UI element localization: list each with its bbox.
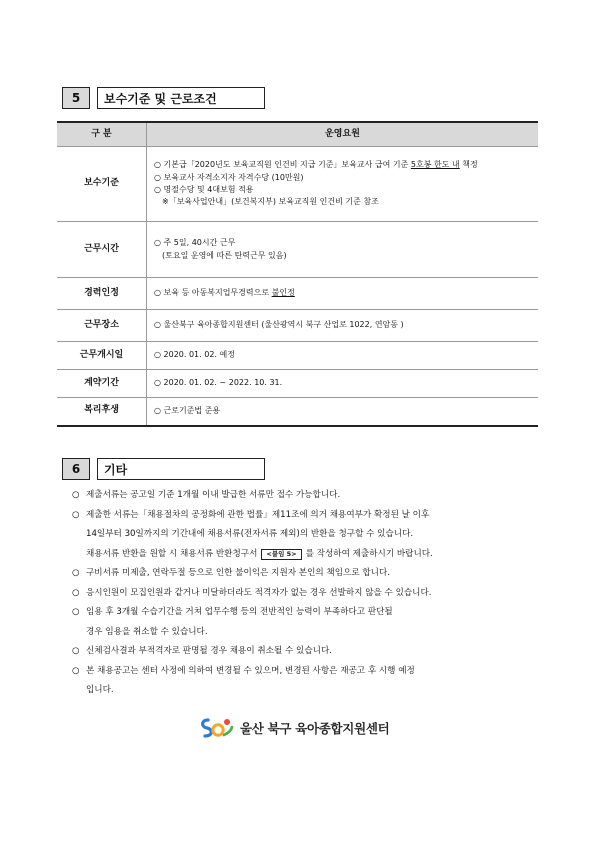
item-text: 본 채용공고는 센터 사정에 의하여 변경될 수 있으며, 변경된 사항은 재공고 후 시행 예정 — [86, 665, 415, 676]
section-6-header — [62, 458, 265, 480]
row-content — [147, 398, 539, 426]
list-item — [72, 584, 542, 604]
item-text: 를 작성하여 제출하시기 바랍니다. — [305, 548, 433, 559]
row-content — [147, 370, 539, 398]
item-text: 임용 후 3개월 수습기간을 거쳐 업무수행 등의 전반적인 능력이 부족하다고 판단될 — [86, 607, 393, 617]
attachment-tag: <붙임 5> — [261, 549, 301, 560]
row-line: ○ 보육 등 아동복지업무경력으로 불인정 — [154, 288, 295, 298]
section-5-header — [62, 87, 265, 109]
list-item-continuation: 14일부터 30일까지의 기간내에 채용서류(전자서류 제외)의 반환을 청구할 수 있습니다. — [86, 529, 414, 539]
bullet: ○ — [72, 646, 80, 656]
row-line: ○ 2020. 01. 02. 예정 — [154, 350, 235, 360]
row-line: ※「보육사업안내」(보건복지부) 보육교직원 인건비 기준 참조 — [162, 197, 379, 207]
row-label: 계약기간 — [57, 370, 147, 398]
row-line: ○ 근로기준법 준용 — [154, 406, 221, 416]
section-5-number: 5 — [62, 87, 90, 109]
item-text: 구비서류 미제출, 연락두절 등으로 인한 불이익은 지원자 본인의 책임으로 합니다. — [86, 568, 391, 578]
row-line: ○ 주 5일, 40시간 근무 — [154, 238, 236, 248]
row-line: ○ 명절수당 및 4대보험 적용 — [154, 185, 254, 194]
section-5-title: 보수기준 및 근로조건 — [97, 87, 265, 109]
list-item — [72, 506, 542, 526]
underlined-text: 5호봉 한도 내 — [410, 160, 460, 170]
row-label: 복리후생 — [57, 398, 147, 426]
item-text: 제출서류는 공고일 기준 1개월 이내 발급한 서류만 접수 가능합니다. — [86, 490, 341, 500]
table-row — [57, 222, 538, 278]
row-label: 근무개시일 — [57, 342, 147, 370]
table-row — [57, 278, 538, 310]
table-row — [57, 147, 538, 222]
item-text: 채용서류 반환을 원할 시 채용서류 반환청구서 — [86, 548, 258, 559]
conditions-table — [57, 121, 538, 427]
header-category: 구 분 — [57, 122, 147, 147]
bullet: ○ — [72, 587, 80, 598]
bullet: ○ — [72, 607, 80, 617]
table-row — [57, 370, 538, 398]
list-item — [72, 486, 542, 506]
bullet: ○ — [72, 490, 80, 500]
row-content — [147, 147, 539, 222]
row-content — [147, 278, 539, 310]
logo-dot-red — [224, 719, 230, 725]
center-logo-text: 울산 북구 육아종합지원센터 — [240, 721, 390, 736]
bullet: ○ — [72, 509, 80, 520]
logo-swirl-s — [203, 720, 212, 736]
row-label: 경력인정 — [57, 278, 147, 310]
row-line: (토요일 운영에 따른 탄력근무 있음) — [162, 250, 287, 260]
section-6-number: 6 — [62, 458, 90, 480]
row-label: 보수기준 — [57, 147, 147, 222]
table-row — [57, 398, 538, 426]
list-item-continuation: 경우 임용을 취소할 수 있습니다. — [86, 626, 208, 637]
table-row — [57, 342, 538, 370]
bullet: ○ — [72, 665, 80, 676]
bullet: ○ — [72, 568, 80, 578]
row-line: ○ 기본급「2020년도 보육교직원 인건비 지급 기준」보육교사 급여 기준 5호봉 한도 내 책정 — [154, 160, 478, 170]
row-line: ○ 울산북구 육아종합지원센터 (울산광역시 북구 산업로 1022, 연암동 ) — [154, 320, 404, 330]
list-item — [72, 564, 542, 584]
underlined-text: 불인정 — [271, 288, 295, 298]
item-text: 제출한 서류는「채용절차의 공정화에 관한 법률」제11조에 의거 채용여부가 확정된 날 이후 — [86, 509, 430, 520]
section-6-title: 기타 — [97, 458, 265, 480]
row-content — [147, 222, 539, 278]
list-item-continuation — [72, 545, 542, 565]
row-line: ○ 2020. 01. 02. ~ 2022. 10. 31. — [154, 378, 283, 388]
logo-leaf — [224, 727, 232, 735]
row-content — [147, 310, 539, 342]
list-item-continuation: 입니다. — [86, 685, 114, 695]
center-logo — [198, 717, 389, 739]
row-content — [147, 342, 539, 370]
list-item — [72, 603, 542, 623]
center-logo-icon — [198, 717, 234, 739]
row-label: 근무시간 — [57, 222, 147, 278]
item-text: 응시인원이 모집인원과 같거나 미달하더라도 적격자가 없는 경우 선발하지 않을 수 있습니다. — [86, 587, 432, 598]
row-line: ○ 보육교사 자격소지자 자격수당 (10만원) — [154, 172, 304, 182]
row-label: 근무장소 — [57, 310, 147, 342]
list-item — [72, 662, 542, 682]
logo-ring — [213, 725, 223, 735]
header-staff: 운영요원 — [147, 122, 539, 147]
other-notes-list — [72, 486, 542, 701]
item-text: 신체검사결과 부적격자로 판명될 경우 채용이 취소될 수 있습니다. — [86, 646, 332, 656]
list-item — [72, 642, 542, 662]
table-header-row — [57, 122, 538, 147]
table-row — [57, 310, 538, 342]
